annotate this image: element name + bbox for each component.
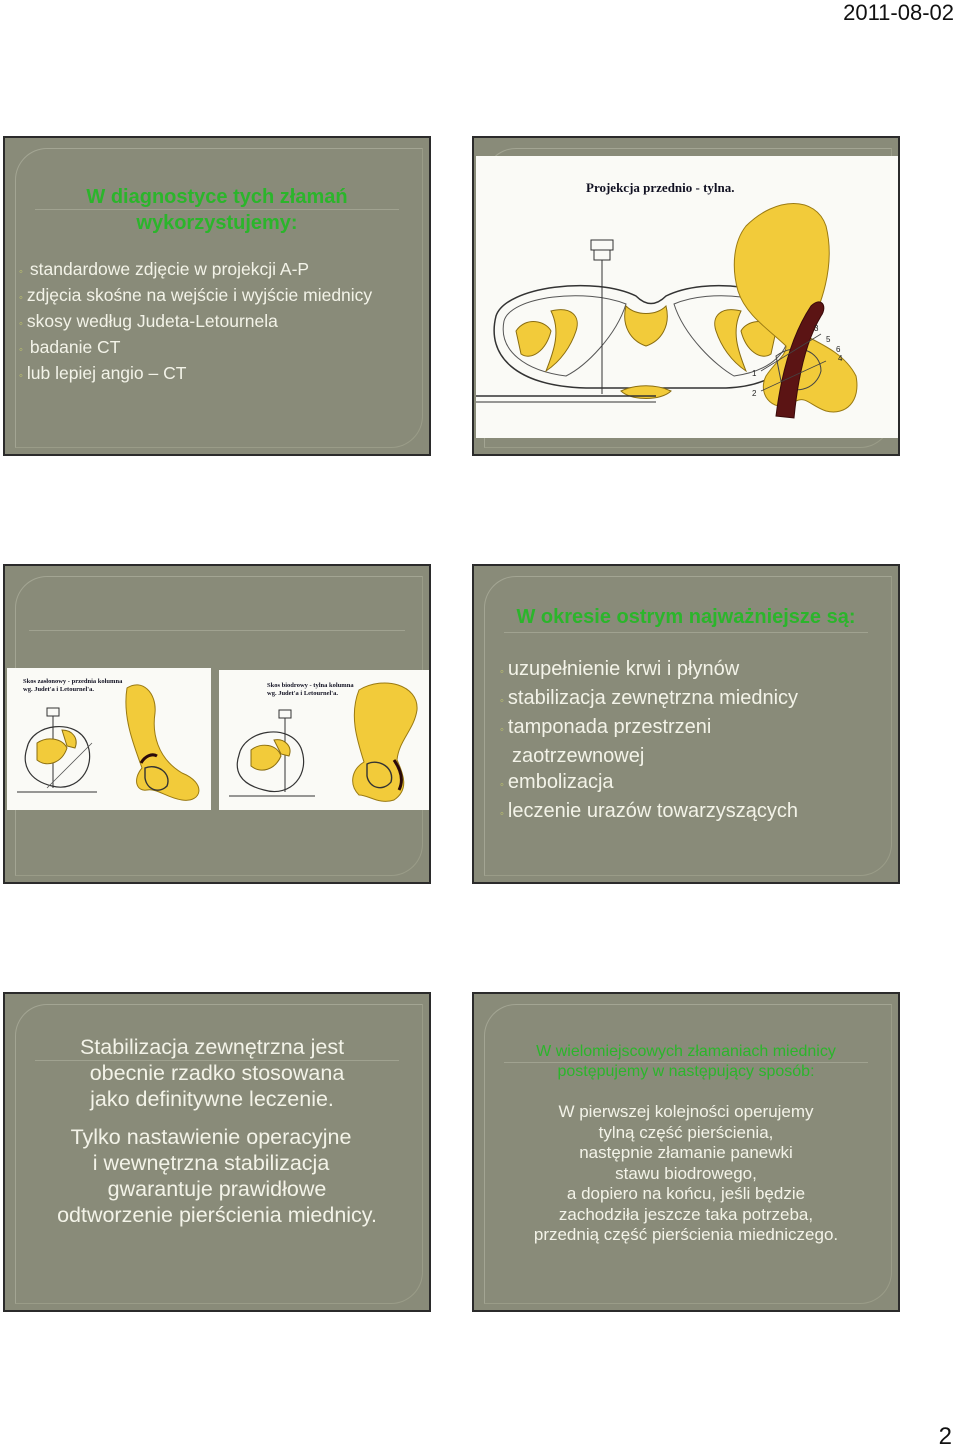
list-item <box>500 743 798 769</box>
title-divider <box>504 1062 868 1063</box>
pelvis-ap-diagram <box>476 156 900 438</box>
list-item-text: embolizacja <box>507 771 614 793</box>
text-line: jako definitywne leczenie. <box>90 1087 334 1111</box>
text-line: Tylko nastawienie operacyjne <box>70 1125 352 1149</box>
list-item <box>19 336 372 362</box>
text-line: obecnie rzadko stosowana <box>89 1061 345 1085</box>
list-item <box>500 656 798 685</box>
list-item-text: badanie CT <box>29 337 121 357</box>
obturator-illustration <box>7 668 211 810</box>
list-item-text: skosy według Judeta-Letournela <box>26 311 278 331</box>
iliac-illustration <box>219 670 431 810</box>
list-item-text: zaotrzewnowej <box>512 745 645 767</box>
text-line: stawu biodrowego, <box>615 1163 757 1183</box>
page-number: 2 <box>938 1423 952 1450</box>
bullet-icon: ◦ <box>500 808 504 820</box>
list-item-text: zdjęcia skośne na wejście i wyjście miednicy <box>26 285 373 305</box>
bullet-list <box>19 258 372 388</box>
label-5: 5 <box>826 335 831 344</box>
header-date: 2011-08-02 <box>843 0 954 25</box>
title-line-2: wykorzystujemy: <box>136 212 298 234</box>
pelvis-illustration <box>476 156 900 438</box>
text-line: zachodziła jeszcze taka potrzeba, <box>558 1204 814 1224</box>
title-line-2: postępujemy w następujący sposób: <box>557 1063 815 1080</box>
text-line: i wewnętrzna stabilizacja <box>92 1151 330 1175</box>
list-item <box>500 714 798 743</box>
slide-acute-period <box>472 564 900 884</box>
list-item <box>19 284 372 310</box>
list-item-text: standardowe zdjęcie w projekcji A-P <box>29 259 310 279</box>
list-item <box>19 258 372 284</box>
caption-line-1: Skos zasłonowy - przednia kolumna <box>23 678 123 685</box>
slide-external-stabilization <box>3 992 431 1312</box>
label-4: 4 <box>838 354 843 363</box>
list-item <box>19 310 372 336</box>
list-item <box>500 685 798 714</box>
list-item-text: stabilizacja zewnętrzna miednicy <box>507 687 799 709</box>
obturator-oblique-diagram <box>7 668 211 810</box>
caption-line-2: wg. Judet'a i Letournel'a. <box>267 690 338 697</box>
list-item-text: leczenie urazów towarzyszących <box>507 800 799 822</box>
text-line: Stabilizacja zewnętrzna jest <box>79 1035 345 1059</box>
title-divider <box>504 632 868 633</box>
bullet-icon: ◦ <box>500 724 504 736</box>
bullet-list <box>500 656 798 827</box>
list-item-text: uzupełnienie krwi i płynów <box>507 658 740 680</box>
text-line: tylną część pierścienia, <box>598 1122 774 1142</box>
list-item <box>500 798 798 827</box>
bullet-icon: ◦ <box>500 779 504 791</box>
bullet-icon: ◦ <box>500 695 504 707</box>
slide-diagnostics <box>3 136 431 456</box>
text-line: następnie złamanie panewki <box>579 1143 793 1162</box>
text-line: przednią część pierścienia miedniczego. <box>533 1225 839 1244</box>
label-2: 2 <box>752 389 757 398</box>
diagram-caption: Projekcja przednio - tylna. <box>586 180 735 195</box>
caption-line-2: wg. Judet'a i Letournel'a. <box>23 686 94 693</box>
slide-ap-projection <box>472 136 900 456</box>
title-line-1: W wielomiejscowych złamaniach miednicy <box>536 1043 836 1060</box>
text-line: gwarantuje prawidłowe <box>107 1177 327 1201</box>
bullet-icon: ◦ <box>19 292 23 304</box>
list-item <box>19 362 372 388</box>
list-item-text: tamponada przestrzeni <box>507 716 712 738</box>
bullet-icon: ◦ <box>19 266 23 278</box>
body-text <box>5 1034 429 1228</box>
body-text <box>474 1102 898 1246</box>
list-item <box>500 769 798 798</box>
label-1: 1 <box>752 369 757 378</box>
caption-line-1: Skos biodrowy - tylna kolumna <box>267 682 354 689</box>
bullet-icon: ◦ <box>19 344 23 356</box>
slide-title <box>5 184 429 236</box>
label-3: 3 <box>814 324 819 333</box>
text-line: odtworzenie pierścienia miednicy. <box>57 1203 377 1227</box>
text-line: W pierwszej kolejności operujemy <box>558 1102 814 1121</box>
label-6: 6 <box>836 345 841 354</box>
title-divider <box>29 630 405 631</box>
text-line: a dopiero na końcu, jeśli będzie <box>566 1184 806 1203</box>
bullet-icon: ◦ <box>19 318 23 330</box>
slide-oblique-views <box>3 564 431 884</box>
title-divider <box>35 209 399 210</box>
iliac-oblique-diagram <box>219 670 431 810</box>
list-item-text: lub lepiej angio – CT <box>26 363 187 383</box>
slide-title: W okresie ostrym najważniejsze są: <box>516 606 856 628</box>
bullet-icon: ◦ <box>500 666 504 678</box>
title-line-1: W diagnostyce tych złamań <box>86 186 348 208</box>
bullet-icon: ◦ <box>19 370 23 382</box>
slide-multiple-fractures <box>472 992 900 1312</box>
